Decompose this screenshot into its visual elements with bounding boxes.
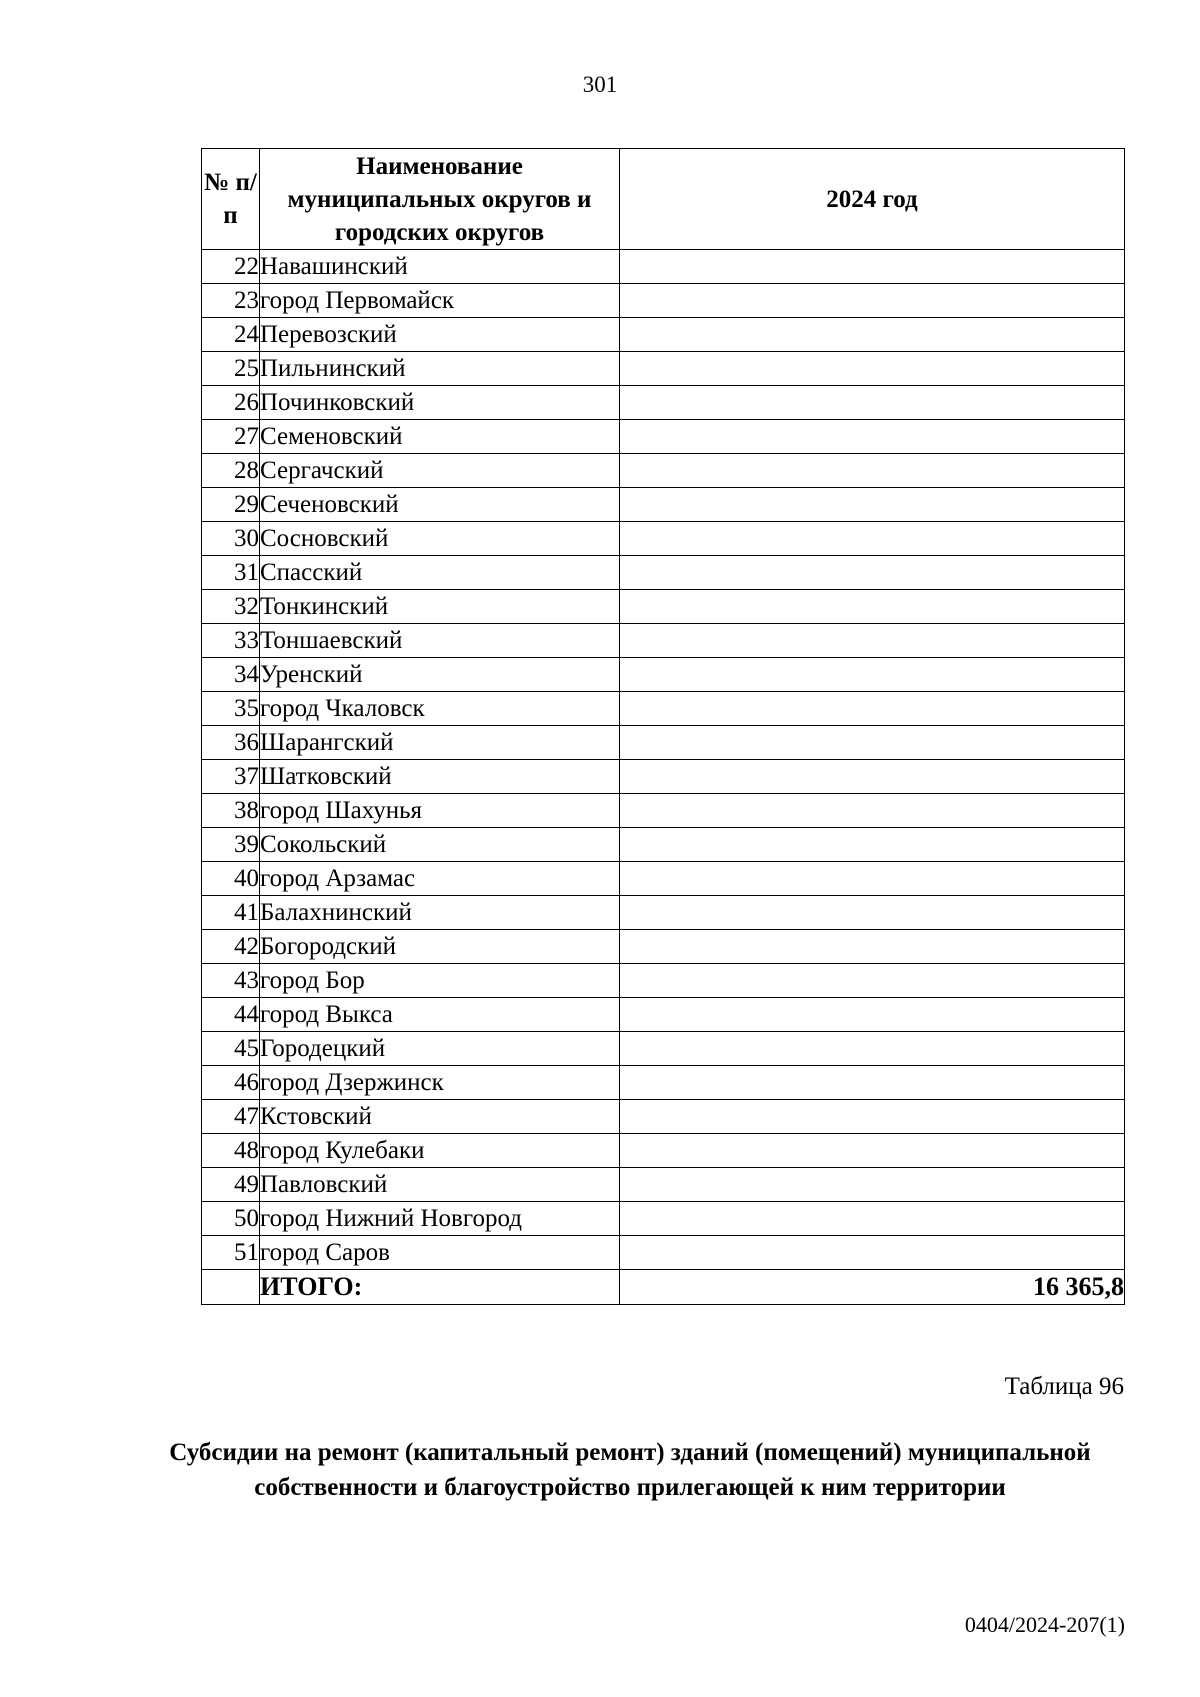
row-value	[620, 794, 1125, 828]
header-year: 2024 год	[620, 149, 1125, 250]
table-row	[202, 352, 1125, 386]
row-num: 43	[202, 964, 260, 998]
row-value	[620, 386, 1125, 420]
table-row	[202, 420, 1125, 454]
row-value	[620, 454, 1125, 488]
table-row	[202, 1134, 1125, 1168]
total-value: 16 365,8	[620, 1270, 1125, 1305]
row-value	[620, 1202, 1125, 1236]
document-code: 0404/2024-207(1)	[964, 1612, 1125, 1637]
row-num: 28	[202, 454, 260, 488]
table-row	[202, 250, 1125, 284]
row-name: Балахнинский	[260, 896, 620, 930]
row-num: 33	[202, 624, 260, 658]
row-num: 41	[202, 896, 260, 930]
table-row	[202, 1236, 1125, 1270]
row-name: Сокольский	[260, 828, 620, 862]
table-body	[202, 250, 1125, 1270]
row-name: Тонкинский	[260, 590, 620, 624]
row-name: город Бор	[260, 964, 620, 998]
table-row	[202, 590, 1125, 624]
table-row	[202, 1032, 1125, 1066]
row-num: 36	[202, 726, 260, 760]
row-num: 29	[202, 488, 260, 522]
table-row	[202, 828, 1125, 862]
row-value	[620, 760, 1125, 794]
row-num: 47	[202, 1100, 260, 1134]
row-value	[620, 964, 1125, 998]
row-value	[620, 284, 1125, 318]
row-name: город Шахунья	[260, 794, 620, 828]
row-value	[620, 590, 1125, 624]
row-name: Починковский	[260, 386, 620, 420]
row-num: 44	[202, 998, 260, 1032]
row-num: 51	[202, 1236, 260, 1270]
row-value	[620, 556, 1125, 590]
total-num-cell	[202, 1270, 260, 1305]
table-row	[202, 692, 1125, 726]
row-num: 23	[202, 284, 260, 318]
row-value	[620, 318, 1125, 352]
table-row	[202, 386, 1125, 420]
row-name: Сергачский	[260, 454, 620, 488]
row-value	[620, 692, 1125, 726]
row-name: Павловский	[260, 1168, 620, 1202]
table-row	[202, 794, 1125, 828]
row-num: 22	[202, 250, 260, 284]
row-name: Шатковский	[260, 760, 620, 794]
row-name: город Нижний Новгород	[260, 1202, 620, 1236]
row-name: Семеновский	[260, 420, 620, 454]
table-row	[202, 1066, 1125, 1100]
row-value	[620, 998, 1125, 1032]
row-name: Перевозский	[260, 318, 620, 352]
row-value	[620, 352, 1125, 386]
table-row	[202, 862, 1125, 896]
total-label: ИТОГО:	[260, 1270, 620, 1305]
row-value	[620, 930, 1125, 964]
row-name: город Арзамас	[260, 862, 620, 896]
table-row	[202, 522, 1125, 556]
row-num: 31	[202, 556, 260, 590]
table-row	[202, 998, 1125, 1032]
row-num: 49	[202, 1168, 260, 1202]
row-value	[620, 1134, 1125, 1168]
row-num: 38	[202, 794, 260, 828]
row-num: 39	[202, 828, 260, 862]
row-value	[620, 1236, 1125, 1270]
row-name: город Выкса	[260, 998, 620, 1032]
document-title: Субсидии на ремонт (капитальный ремонт) зданий (помещений) муниципальной собственности и благоустройство прилегающей к ним территории	[169, 1439, 1091, 1501]
row-num: 26	[202, 386, 260, 420]
row-value	[620, 726, 1125, 760]
row-value	[620, 862, 1125, 896]
table-row	[202, 454, 1125, 488]
table-header-row	[202, 149, 1125, 250]
row-name: Навашинский	[260, 250, 620, 284]
row-value	[620, 1100, 1125, 1134]
table-row	[202, 930, 1125, 964]
table-row	[202, 964, 1125, 998]
table-row	[202, 488, 1125, 522]
row-num: 24	[202, 318, 260, 352]
row-num: 37	[202, 760, 260, 794]
table-row	[202, 1202, 1125, 1236]
row-num: 50	[202, 1202, 260, 1236]
row-num: 48	[202, 1134, 260, 1168]
subsidy-table	[201, 148, 1125, 1305]
row-name: город Чкаловск	[260, 692, 620, 726]
row-value	[620, 624, 1125, 658]
row-name: Богородский	[260, 930, 620, 964]
row-value	[620, 522, 1125, 556]
row-name: Кстовский	[260, 1100, 620, 1134]
row-num: 32	[202, 590, 260, 624]
table-row	[202, 1100, 1125, 1134]
row-name: Сосновский	[260, 522, 620, 556]
total-row	[202, 1270, 1125, 1305]
table-row	[202, 896, 1125, 930]
row-name: Спасский	[260, 556, 620, 590]
row-name: город Дзержинск	[260, 1066, 620, 1100]
header-num: № п/п	[202, 149, 260, 250]
row-name: город Кулебаки	[260, 1134, 620, 1168]
table-row	[202, 556, 1125, 590]
table-row	[202, 760, 1125, 794]
row-name: Городецкий	[260, 1032, 620, 1066]
row-value	[620, 1168, 1125, 1202]
row-value	[620, 828, 1125, 862]
page-number: 301	[582, 72, 618, 97]
table-row	[202, 624, 1125, 658]
row-value	[620, 488, 1125, 522]
row-num: 35	[202, 692, 260, 726]
row-num: 34	[202, 658, 260, 692]
row-name: город Саров	[260, 1236, 620, 1270]
row-value	[620, 896, 1125, 930]
row-value	[620, 658, 1125, 692]
row-num: 27	[202, 420, 260, 454]
header-name: Наименование муниципальных округов и городских округов	[260, 149, 620, 250]
row-name: Шарангский	[260, 726, 620, 760]
row-num: 30	[202, 522, 260, 556]
table-row	[202, 1168, 1125, 1202]
row-name: Пильнинский	[260, 352, 620, 386]
table-row	[202, 726, 1125, 760]
row-num: 45	[202, 1032, 260, 1066]
row-value	[620, 420, 1125, 454]
row-num: 40	[202, 862, 260, 896]
table-label: Таблица 96	[1004, 1373, 1124, 1400]
table-row	[202, 318, 1125, 352]
row-name: Сеченовский	[260, 488, 620, 522]
table-row	[202, 284, 1125, 318]
row-num: 46	[202, 1066, 260, 1100]
row-value	[620, 1032, 1125, 1066]
row-value	[620, 250, 1125, 284]
row-name: Уренский	[260, 658, 620, 692]
row-value	[620, 1066, 1125, 1100]
row-name: город Первомайск	[260, 284, 620, 318]
row-name: Тоншаевский	[260, 624, 620, 658]
row-num: 25	[202, 352, 260, 386]
row-num: 42	[202, 930, 260, 964]
table-row	[202, 658, 1125, 692]
